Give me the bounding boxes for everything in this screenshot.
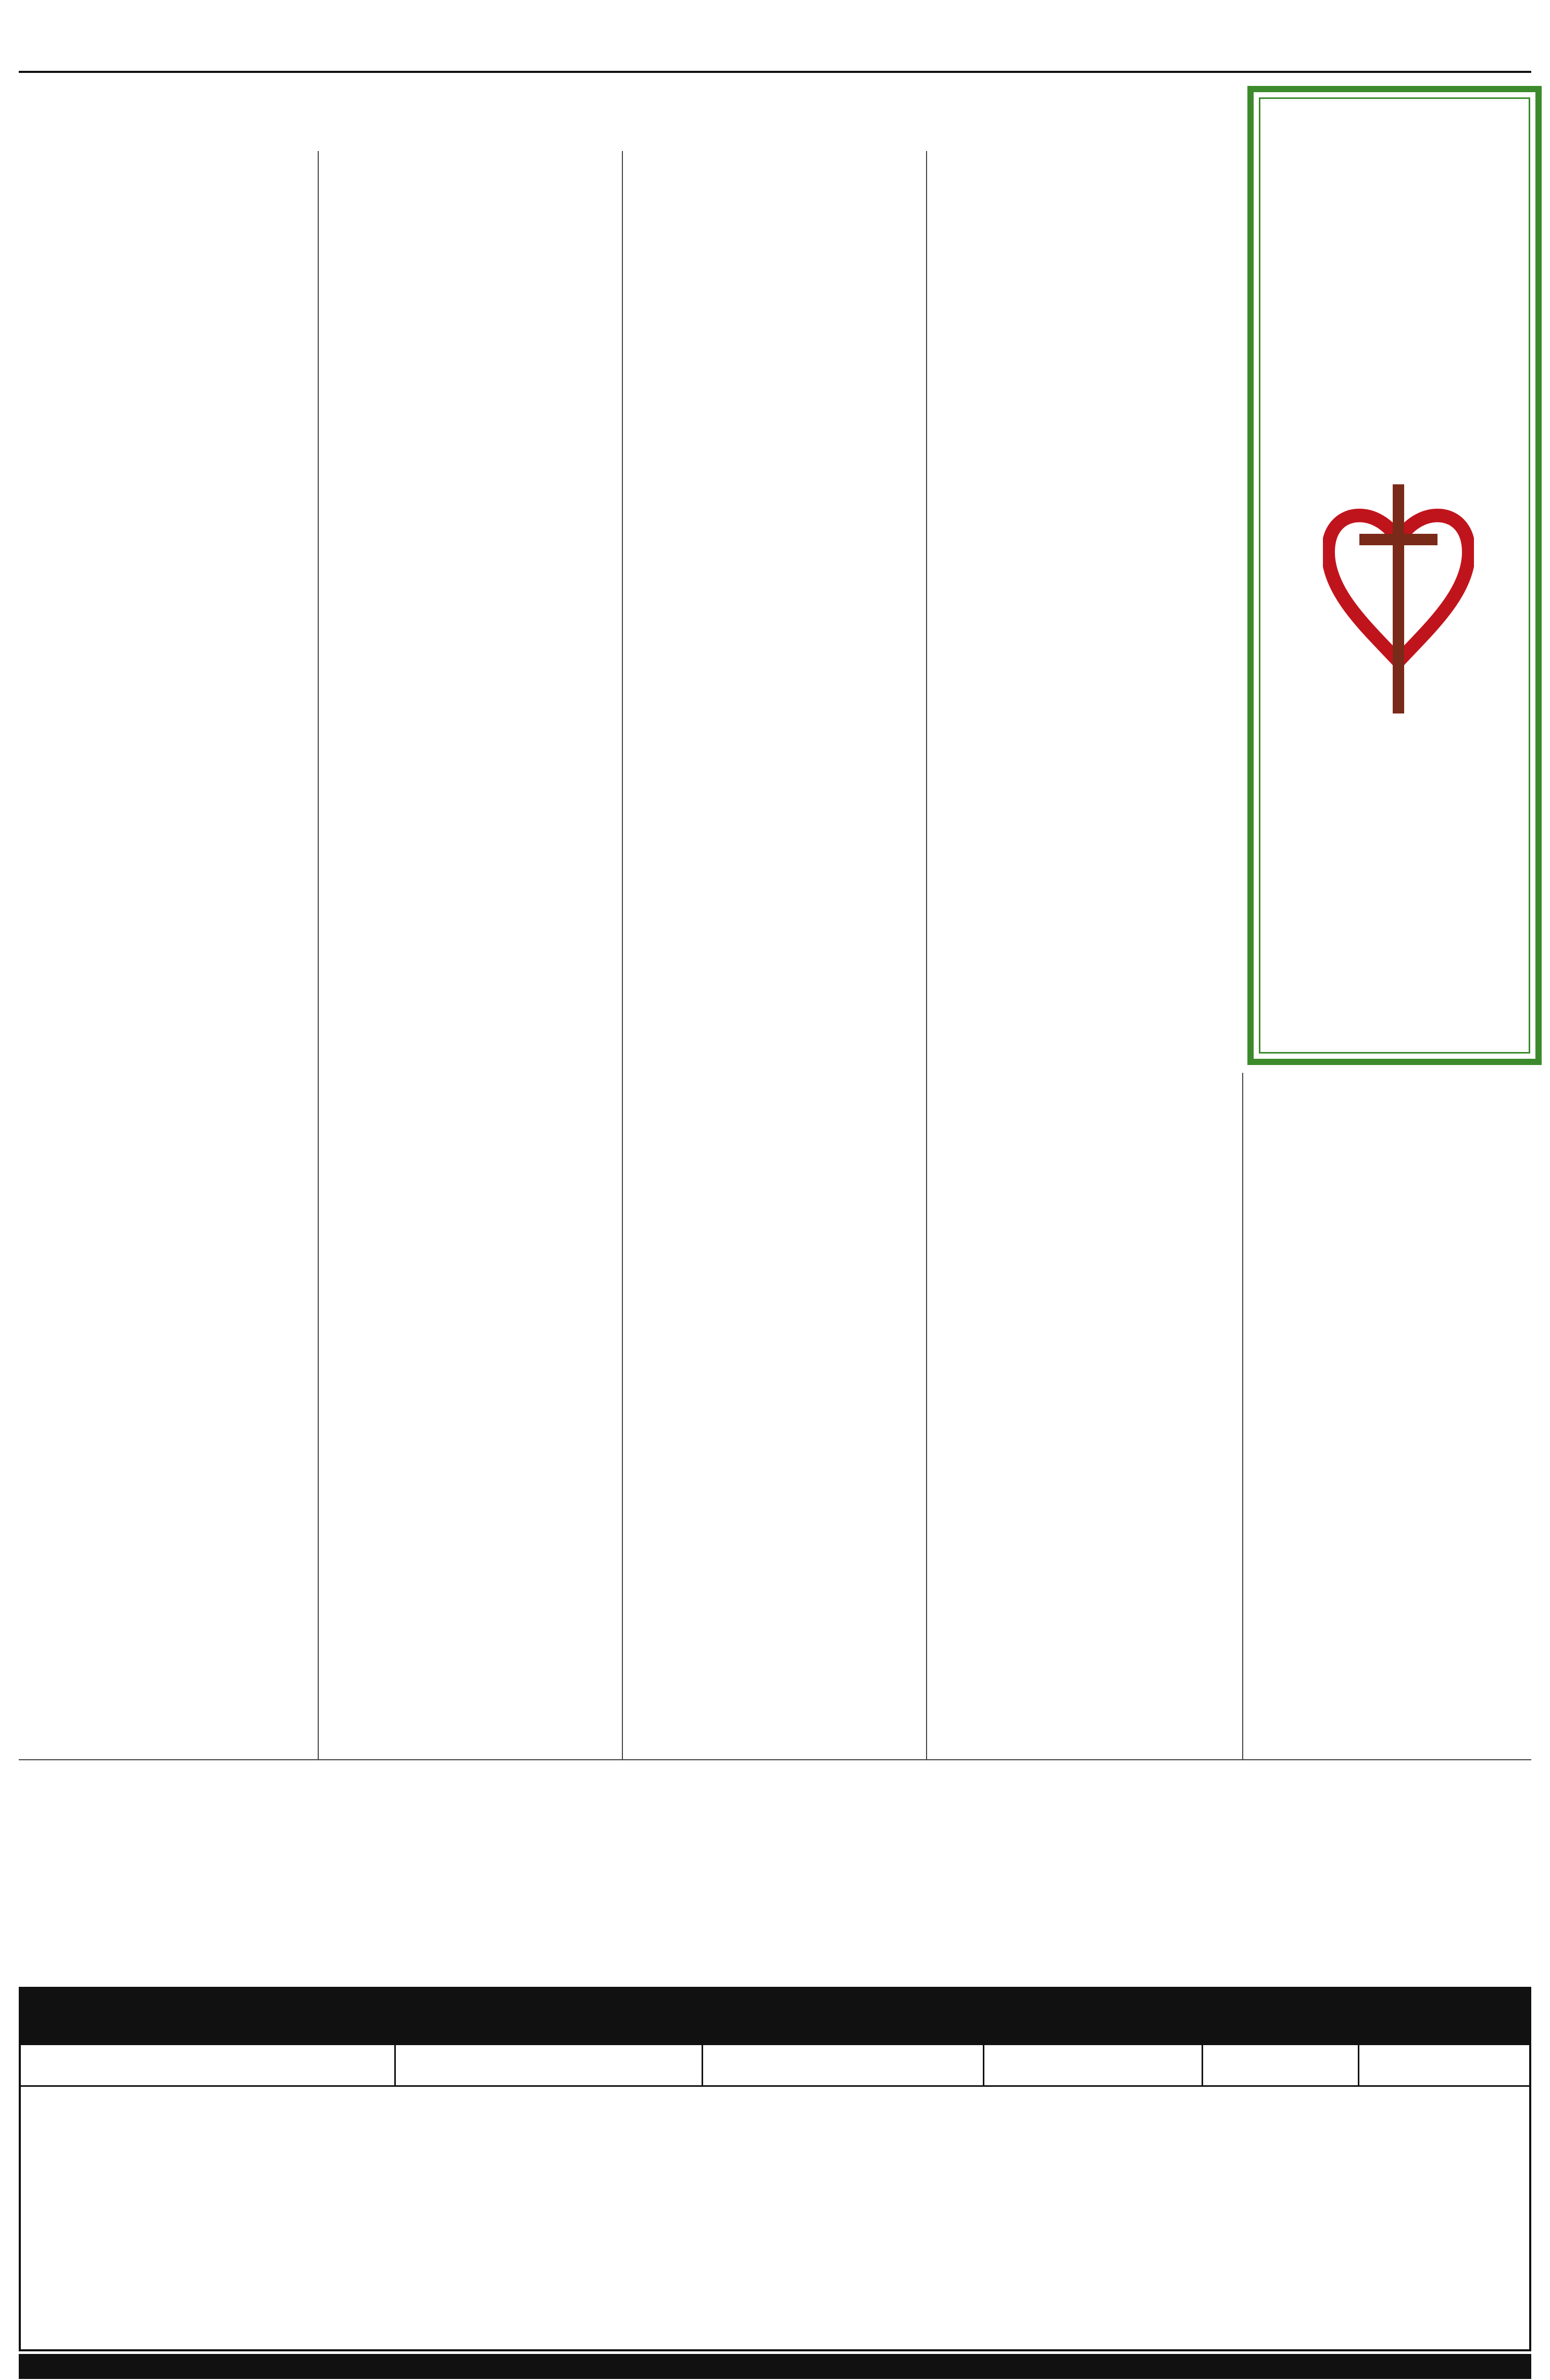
column-header [703,2045,984,2087]
heart-cross-logo [1323,484,1474,713]
column-header [1203,2045,1359,2087]
article2-column [57,1822,359,1983]
footer-scripture-bar [19,2354,1531,2379]
top-rule [19,71,1531,73]
column-header [984,2045,1203,2087]
article2-column [648,1822,927,1983]
article-column-5 [1248,1073,1531,1771]
column-divider [926,151,927,1760]
article-separator [19,1759,1531,1760]
article2-column [365,1822,641,1983]
column-header [21,2045,396,2087]
article-column-2 [324,156,616,1771]
table-column-headers [21,2045,1529,2087]
article-column-3 [628,156,920,1771]
church-directory-table [19,1987,1531,2351]
column-header [1359,2045,1529,2087]
table-header [21,1989,1529,2045]
article-column-4 [932,156,1237,1771]
column-divider [622,151,623,1760]
article2-column [1245,1822,1531,1983]
masthead [19,10,1529,81]
article-column-1 [20,156,311,1771]
article2-column [935,1822,1227,1983]
column-divider [1242,1073,1243,1760]
column-masthead-box [1247,86,1542,1065]
column-divider [318,151,319,1760]
column-header [396,2045,703,2087]
